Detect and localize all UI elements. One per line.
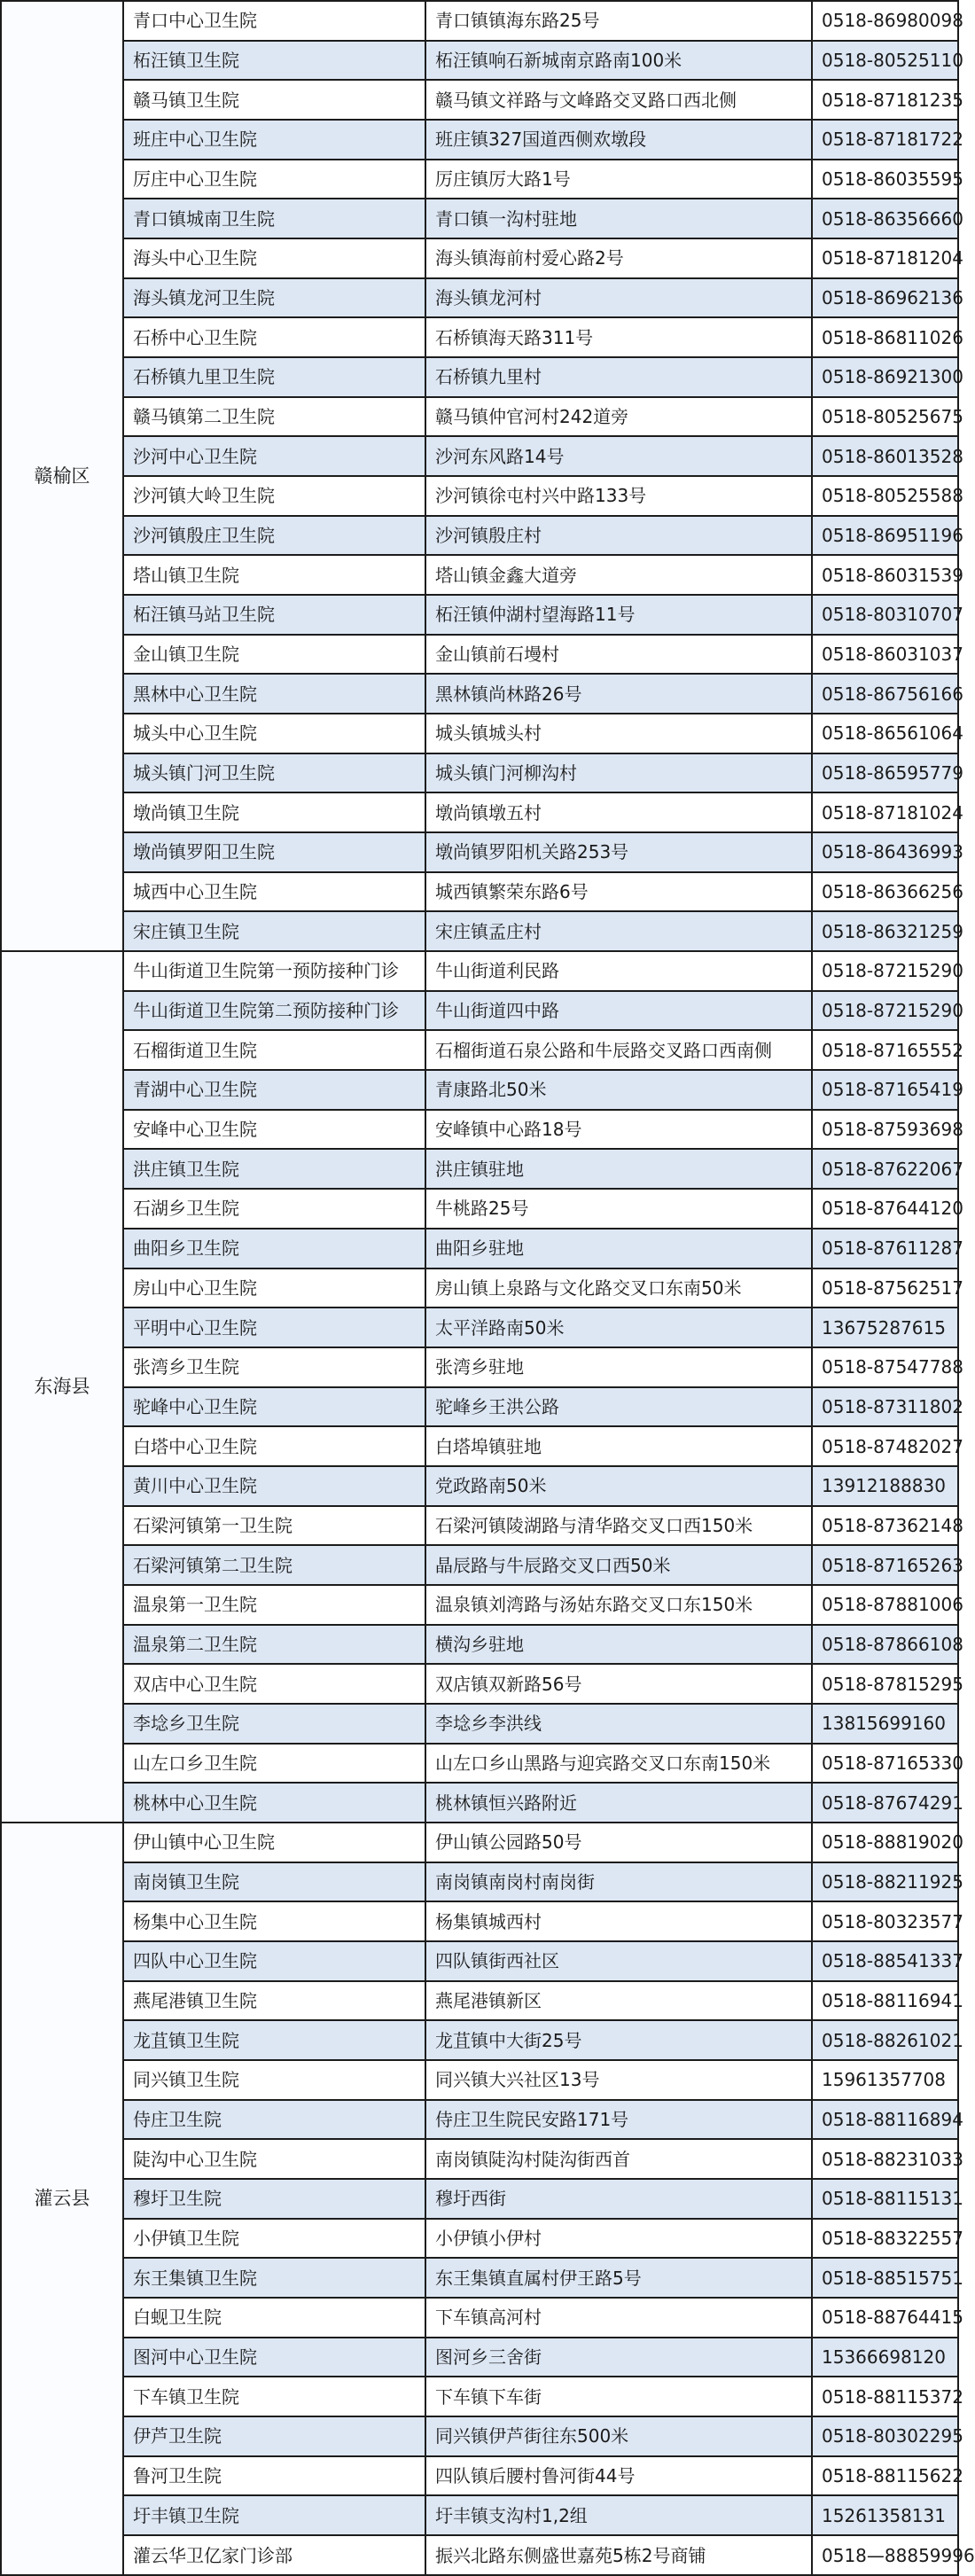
clinic-address-cell: 金山镇前石墁村 (425, 635, 812, 675)
clinic-name-cell: 柘汪镇马站卫生院 (123, 595, 425, 635)
table-row (1, 1823, 958, 1862)
table-row (1, 1981, 958, 2021)
table-row (1, 1387, 958, 1427)
clinic-phone-cell: 0518-88764415 (812, 2298, 958, 2338)
clinic-name-cell: 四队中心卫生院 (123, 1941, 425, 1981)
clinic-phone-cell: 0518-87547788 (812, 1347, 958, 1387)
clinic-address-cell: 同兴镇大兴社区13号 (425, 2060, 812, 2100)
clinic-name-cell: 下车镇卫生院 (123, 2377, 425, 2416)
clinic-address-cell: 图河乡三舍街 (425, 2338, 812, 2377)
clinic-name-cell: 燕尾港镇卫生院 (123, 1981, 425, 2021)
clinic-phone-cell: 0518-88261021 (812, 2020, 958, 2060)
table-row (1, 2060, 958, 2100)
table-row (1, 1149, 958, 1189)
table-row (1, 2258, 958, 2298)
clinic-address-cell: 曲阳乡驻地 (425, 1229, 812, 1268)
table-row (1, 832, 958, 872)
clinic-address-cell: 双店镇双新路56号 (425, 1664, 812, 1704)
clinic-address-cell: 驼峰乡王洪公路 (425, 1387, 812, 1427)
clinic-name-cell: 青湖中心卫生院 (123, 1070, 425, 1110)
table-row (1, 2456, 958, 2496)
table-row (1, 1506, 958, 1546)
district-cell: 赣榆区 (1, 1, 123, 951)
clinic-phone-cell: 0518-88115131 (812, 2179, 958, 2219)
clinic-name-cell: 穆圩卫生院 (123, 2179, 425, 2219)
table-row (1, 1625, 958, 1665)
clinic-name-cell: 房山中心卫生院 (123, 1268, 425, 1308)
clinic-name-cell: 金山镇卫生院 (123, 635, 425, 675)
clinic-address-cell: 南岗镇陡沟村陡沟街西首 (425, 2139, 812, 2179)
clinic-name-cell: 南岗镇卫生院 (123, 1862, 425, 1902)
table-row (1, 1901, 958, 1941)
clinic-address-cell: 柘汪镇仲湖村望海路11号 (425, 595, 812, 635)
clinic-phone-cell: 0518-86756166 (812, 674, 958, 714)
clinic-address-cell: 石梁河镇陵湖路与清华路交叉口西150米 (425, 1506, 812, 1546)
clinic-address-cell: 房山镇上泉路与文化路交叉口东南50米 (425, 1268, 812, 1308)
clinic-phone-cell: 0518-86321259 (812, 911, 958, 951)
clinic-name-cell: 双店中心卫生院 (123, 1664, 425, 1704)
clinic-name-cell: 白蚬卫生院 (123, 2298, 425, 2338)
clinic-address-cell: 桃林镇恒兴路附近 (425, 1783, 812, 1823)
clinic-name-cell: 石桥中心卫生院 (123, 317, 425, 357)
clinic-name-cell: 城西中心卫生院 (123, 872, 425, 912)
clinic-phone-cell: 0518-87866108 (812, 1625, 958, 1665)
clinic-phone-cell: 0518-80525675 (812, 397, 958, 437)
clinic-phone-cell: 0518-87215290 (812, 951, 958, 991)
clinic-phone-cell: 15961357708 (812, 2060, 958, 2100)
clinic-phone-cell: 0518-86921300 (812, 357, 958, 397)
clinic-phone-cell: 0518-86595779 (812, 753, 958, 793)
clinic-address-cell: 石桥镇九里村 (425, 357, 812, 397)
clinic-name-cell: 城头镇门河卫生院 (123, 753, 425, 793)
clinic-phone-cell: 0518-87311802 (812, 1387, 958, 1427)
clinic-phone-cell: 0518-87181235 (812, 80, 958, 120)
clinic-phone-cell: 15366698120 (812, 2338, 958, 2377)
table-row (1, 476, 958, 516)
table-row (1, 238, 958, 278)
clinic-phone-cell: 13912188830 (812, 1466, 958, 1506)
clinic-phone-cell: 0518-87165330 (812, 1744, 958, 1784)
clinic-phone-cell: 0518-86980098 (812, 1, 958, 41)
table-row (1, 160, 958, 199)
clinic-name-cell: 东王集镇卫生院 (123, 2258, 425, 2298)
clinic-name-cell: 白塔中心卫生院 (123, 1426, 425, 1466)
clinic-phone-cell: 0518-87881006 (812, 1585, 958, 1625)
clinic-name-cell: 伊芦卫生院 (123, 2416, 425, 2456)
clinic-phone-cell: 0518-87165552 (812, 1030, 958, 1070)
clinic-name-cell: 青口中心卫生院 (123, 1, 425, 41)
table-row (1, 1466, 958, 1506)
clinic-address-cell: 城头镇门河柳沟村 (425, 753, 812, 793)
clinic-address-cell: 石桥镇海天路311号 (425, 317, 812, 357)
table-row (1, 2298, 958, 2338)
table-row (1, 317, 958, 357)
table-row (1, 199, 958, 238)
clinic-address-cell: 伊山镇公园路50号 (425, 1823, 812, 1862)
clinic-address-cell: 下车镇高河村 (425, 2298, 812, 2338)
clinic-name-cell: 牛山街道卫生院第一预防接种门诊 (123, 951, 425, 991)
clinic-name-cell: 洪庄镇卫生院 (123, 1149, 425, 1189)
clinic-name-cell: 圩丰镇卫生院 (123, 2495, 425, 2535)
clinic-name-cell: 沙河镇大岭卫生院 (123, 476, 425, 516)
clinic-address-cell: 下车镇下车街 (425, 2377, 812, 2416)
table-row (1, 951, 958, 991)
table-row (1, 397, 958, 437)
table-row (1, 2219, 958, 2259)
table-row (1, 1, 958, 41)
clinic-phone-cell: 0518-86951196 (812, 516, 958, 556)
clinic-address-cell: 圩丰镇支沟村1,2组 (425, 2495, 812, 2535)
clinic-phone-cell: 0518-88116894 (812, 2100, 958, 2140)
clinic-name-cell: 城头中心卫生院 (123, 714, 425, 753)
clinic-address-cell: 温泉镇刘湾路与汤姑东路交叉口东150米 (425, 1585, 812, 1625)
table-row (1, 2139, 958, 2179)
clinic-address-cell: 太平洋路南50米 (425, 1308, 812, 1347)
clinic-address-cell: 同兴镇伊芦街往东500米 (425, 2416, 812, 2456)
clinic-address-cell: 赣马镇仲官河村242道旁 (425, 397, 812, 437)
clinic-address-cell: 赣马镇文祥路与文峰路交叉路口西北侧 (425, 80, 812, 120)
clinic-phone-cell: 0518-80310707 (812, 595, 958, 635)
clinic-phone-cell: 13675287615 (812, 1308, 958, 1347)
clinic-phone-cell: 0518-87674291 (812, 1783, 958, 1823)
clinic-phone-cell: 0518-87622067 (812, 1149, 958, 1189)
clinic-phone-cell: 0518—88859996 (812, 2535, 958, 2575)
clinic-name-cell: 曲阳乡卫生院 (123, 1229, 425, 1268)
clinic-phone-cell: 0518-87611287 (812, 1229, 958, 1268)
clinic-name-cell: 沙河中心卫生院 (123, 436, 425, 476)
clinic-address-cell: 海头镇海前村爱心路2号 (425, 238, 812, 278)
table-row (1, 1070, 958, 1110)
clinic-name-cell: 海头镇龙河卫生院 (123, 278, 425, 318)
clinic-phone-cell: 0518-87362148 (812, 1506, 958, 1546)
table-row (1, 1545, 958, 1585)
clinic-address-cell: 穆圩西街 (425, 2179, 812, 2219)
clinic-name-cell: 伊山镇中心卫生院 (123, 1823, 425, 1862)
clinic-address-cell: 龙苴镇中大街25号 (425, 2020, 812, 2060)
clinic-phone-cell: 0518-86811026 (812, 317, 958, 357)
clinic-phone-cell: 0518-87562517 (812, 1268, 958, 1308)
clinic-address-cell: 牛山街道利民路 (425, 951, 812, 991)
table-row (1, 2495, 958, 2535)
clinic-name-cell: 沙河镇殷庄卫生院 (123, 516, 425, 556)
clinic-name-cell: 温泉第一卫生院 (123, 1585, 425, 1625)
clinic-name-cell: 黄川中心卫生院 (123, 1466, 425, 1506)
clinic-phone-cell: 13815699160 (812, 1704, 958, 1744)
clinic-name-cell: 厉庄中心卫生院 (123, 160, 425, 199)
clinic-address-cell: 党政路南50米 (425, 1466, 812, 1506)
clinic-phone-cell: 0518-86366256 (812, 872, 958, 912)
clinic-name-cell: 班庄中心卫生院 (123, 120, 425, 160)
clinic-address-cell: 洪庄镇驻地 (425, 1149, 812, 1189)
clinic-phone-cell: 0518-80525110 (812, 41, 958, 81)
table-row (1, 120, 958, 160)
clinic-name-cell: 石桥镇九里卫生院 (123, 357, 425, 397)
table-row (1, 792, 958, 832)
clinic-name-cell: 小伊镇卫生院 (123, 2219, 425, 2259)
clinic-phone-cell: 0518-87815295 (812, 1664, 958, 1704)
clinic-phone-cell: 0518-88211925 (812, 1862, 958, 1902)
district-cell: 灌云县 (1, 1823, 123, 2575)
clinic-address-cell: 青口镇一沟村驻地 (425, 199, 812, 238)
clinic-name-cell: 墩尚镇罗阳卫生院 (123, 832, 425, 872)
table-row (1, 2020, 958, 2060)
table-row (1, 991, 958, 1031)
clinic-address-cell: 四队镇街西社区 (425, 1941, 812, 1981)
clinic-address-cell: 李埝乡李洪线 (425, 1704, 812, 1744)
clinic-address-cell: 塔山镇金鑫大道旁 (425, 555, 812, 595)
clinic-name-cell: 平明中心卫生院 (123, 1308, 425, 1347)
clinic-address-cell: 沙河镇徐屯村兴中路133号 (425, 476, 812, 516)
clinic-name-cell: 鲁河卫生院 (123, 2456, 425, 2496)
table-row (1, 80, 958, 120)
clinic-phone-cell: 0518-80302295 (812, 2416, 958, 2456)
clinic-address-cell: 牛桃路25号 (425, 1189, 812, 1229)
clinic-address-cell: 黑林镇尚林路26号 (425, 674, 812, 714)
table-row (1, 2377, 958, 2416)
clinic-address-cell: 城西镇繁荣东路6号 (425, 872, 812, 912)
clinic-address-cell: 沙河镇殷庄村 (425, 516, 812, 556)
clinic-name-cell: 墩尚镇卫生院 (123, 792, 425, 832)
clinic-name-cell: 李埝乡卫生院 (123, 1704, 425, 1744)
clinic-name-cell: 石湖乡卫生院 (123, 1189, 425, 1229)
clinic-phone-cell: 0518-86962136 (812, 278, 958, 318)
clinic-phone-cell: 0518-86031539 (812, 555, 958, 595)
clinic-phone-cell: 0518-88819020 (812, 1823, 958, 1862)
clinic-phone-cell: 0518-87593698 (812, 1110, 958, 1150)
table-row (1, 1229, 958, 1268)
clinic-address-cell: 振兴北路东侧盛世嘉苑5栋2号商铺 (425, 2535, 812, 2575)
clinic-address-cell: 青口镇镇海东路25号 (425, 1, 812, 41)
clinic-address-cell: 白塔埠镇驻地 (425, 1426, 812, 1466)
clinic-address-cell: 班庄镇327国道西侧欢墩段 (425, 120, 812, 160)
clinic-address-cell: 柘汪镇响石新城南京路南100米 (425, 41, 812, 81)
table-row (1, 1664, 958, 1704)
clinic-name-cell: 海头中心卫生院 (123, 238, 425, 278)
clinic-name-cell: 塔山镇卫生院 (123, 555, 425, 595)
clinic-address-cell: 南岗镇南岗村南岗街 (425, 1862, 812, 1902)
clinic-name-cell: 同兴镇卫生院 (123, 2060, 425, 2100)
table-row (1, 1704, 958, 1744)
clinic-phone-cell: 0518-87181204 (812, 238, 958, 278)
clinic-address-cell: 燕尾港镇新区 (425, 1981, 812, 2021)
clinic-phone-cell: 0518-86356660 (812, 199, 958, 238)
clinic-address-cell: 海头镇龙河村 (425, 278, 812, 318)
clinic-name-cell: 张湾乡卫生院 (123, 1347, 425, 1387)
clinic-table-body (1, 1, 975, 2575)
table-row (1, 1941, 958, 1981)
clinic-phone-cell: 0518-88322557 (812, 2219, 958, 2259)
clinic-phone-cell: 0518-87181024 (812, 792, 958, 832)
clinic-address-cell: 张湾乡驻地 (425, 1347, 812, 1387)
table-row (1, 635, 958, 675)
table-row (1, 595, 958, 635)
table-row (1, 2179, 958, 2219)
clinic-phone-cell: 0518-88515751 (812, 2258, 958, 2298)
clinic-address-cell: 安峰镇中心路18号 (425, 1110, 812, 1150)
table-row (1, 357, 958, 397)
clinic-name-cell: 陡沟中心卫生院 (123, 2139, 425, 2179)
clinic-address-cell: 山左口乡山黑路与迎宾路交叉口东南150米 (425, 1744, 812, 1784)
clinic-name-cell: 青口镇城南卫生院 (123, 199, 425, 238)
clinic-phone-cell: 0518-88115622 (812, 2456, 958, 2496)
clinic-name-cell: 安峰中心卫生院 (123, 1110, 425, 1150)
clinic-address-cell: 厉庄镇厉大路1号 (425, 160, 812, 199)
clinic-phone-cell: 0518-86013528 (812, 436, 958, 476)
table-row (1, 1744, 958, 1784)
clinic-phone-cell: 0518-87165263 (812, 1545, 958, 1585)
table-row (1, 714, 958, 753)
clinic-name-cell: 驼峰中心卫生院 (123, 1387, 425, 1427)
clinic-name-cell: 宋庄镇卫生院 (123, 911, 425, 951)
table-row (1, 674, 958, 714)
clinic-name-cell: 石梁河镇第一卫生院 (123, 1506, 425, 1546)
table-row (1, 1030, 958, 1070)
table-row (1, 911, 958, 951)
clinic-phone-cell: 0518-87644120 (812, 1189, 958, 1229)
clinic-phone-cell: 0518-86561064 (812, 714, 958, 753)
clinic-phone-cell: 0518-88115372 (812, 2377, 958, 2416)
clinic-phone-cell: 0518-86436993 (812, 832, 958, 872)
clinic-address-cell: 石榴街道石泉公路和牛辰路交叉路口西南侧 (425, 1030, 812, 1070)
clinic-phone-cell: 0518-86031037 (812, 635, 958, 675)
clinic-address-cell: 东王集镇直属村伊王路5号 (425, 2258, 812, 2298)
clinic-address-cell: 四队镇后腰村鲁河街44号 (425, 2456, 812, 2496)
table-row (1, 1585, 958, 1625)
table-row (1, 41, 958, 81)
table-row (1, 1189, 958, 1229)
clinic-phone-cell: 0518-88116941 (812, 1981, 958, 2021)
clinic-name-cell: 赣马镇卫生院 (123, 80, 425, 120)
table-row (1, 2416, 958, 2456)
clinic-name-cell: 石梁河镇第二卫生院 (123, 1545, 425, 1585)
clinic-address-cell: 沙河东风路14号 (425, 436, 812, 476)
clinic-name-cell: 黑林中心卫生院 (123, 674, 425, 714)
table-row (1, 278, 958, 318)
clinic-phone-cell: 0518-87215290 (812, 991, 958, 1031)
clinic-phone-cell: 0518-80323577 (812, 1901, 958, 1941)
clinic-name-cell: 山左口乡卫生院 (123, 1744, 425, 1784)
clinic-name-cell: 柘汪镇卫生院 (123, 41, 425, 81)
table-row (1, 2100, 958, 2140)
clinic-address-cell: 横沟乡驻地 (425, 1625, 812, 1665)
clinic-phone-cell: 0518-87165419 (812, 1070, 958, 1110)
clinic-phone-cell: 15261358131 (812, 2495, 958, 2535)
clinic-name-cell: 侍庄卫生院 (123, 2100, 425, 2140)
table-row (1, 1308, 958, 1347)
table-row (1, 872, 958, 912)
table-row (1, 753, 958, 793)
table-row (1, 1268, 958, 1308)
clinic-address-cell: 小伊镇小伊村 (425, 2219, 812, 2259)
clinic-phone-cell: 0518-87181722 (812, 120, 958, 160)
clinic-name-cell: 桃林中心卫生院 (123, 1783, 425, 1823)
clinic-phone-cell: 0518-88231033 (812, 2139, 958, 2179)
clinic-name-cell: 石榴街道卫生院 (123, 1030, 425, 1070)
district-cell: 东海县 (1, 951, 123, 1823)
table-row (1, 516, 958, 556)
clinic-address-cell: 城头镇城头村 (425, 714, 812, 753)
clinic-address-cell: 青康路北50米 (425, 1070, 812, 1110)
clinic-name-cell: 赣马镇第二卫生院 (123, 397, 425, 437)
table-row (1, 1426, 958, 1466)
clinic-address-cell: 晶辰路与牛辰路交叉口西50米 (425, 1545, 812, 1585)
clinic-name-cell: 灌云华卫亿家门诊部 (123, 2535, 425, 2575)
clinic-phone-cell: 0518-80525588 (812, 476, 958, 516)
clinic-name-cell: 龙苴镇卫生院 (123, 2020, 425, 2060)
clinic-phone-cell: 0518-87482027 (812, 1426, 958, 1466)
clinic-address-cell: 宋庄镇孟庄村 (425, 911, 812, 951)
clinic-address-cell: 墩尚镇罗阳机关路253号 (425, 832, 812, 872)
table-row (1, 555, 958, 595)
clinic-address-cell: 墩尚镇墩五村 (425, 792, 812, 832)
table-row (1, 1110, 958, 1150)
clinic-phone-cell: 0518-86035595 (812, 160, 958, 199)
clinic-name-cell: 温泉第二卫生院 (123, 1625, 425, 1665)
table-row (1, 1347, 958, 1387)
clinic-name-cell: 牛山街道卫生院第二预防接种门诊 (123, 991, 425, 1031)
table-row (1, 436, 958, 476)
clinic-address-cell: 侍庄卫生院民安路171号 (425, 2100, 812, 2140)
table-row (1, 2338, 958, 2377)
table-row (1, 2535, 958, 2575)
clinic-name-cell: 杨集中心卫生院 (123, 1901, 425, 1941)
clinic-phone-cell: 0518-88541337 (812, 1941, 958, 1981)
clinic-address-cell: 杨集镇城西村 (425, 1901, 812, 1941)
table-row (1, 1783, 958, 1823)
clinic-name-cell: 图河中心卫生院 (123, 2338, 425, 2377)
clinic-address-cell: 牛山街道四中路 (425, 991, 812, 1031)
table-row (1, 1862, 958, 1902)
